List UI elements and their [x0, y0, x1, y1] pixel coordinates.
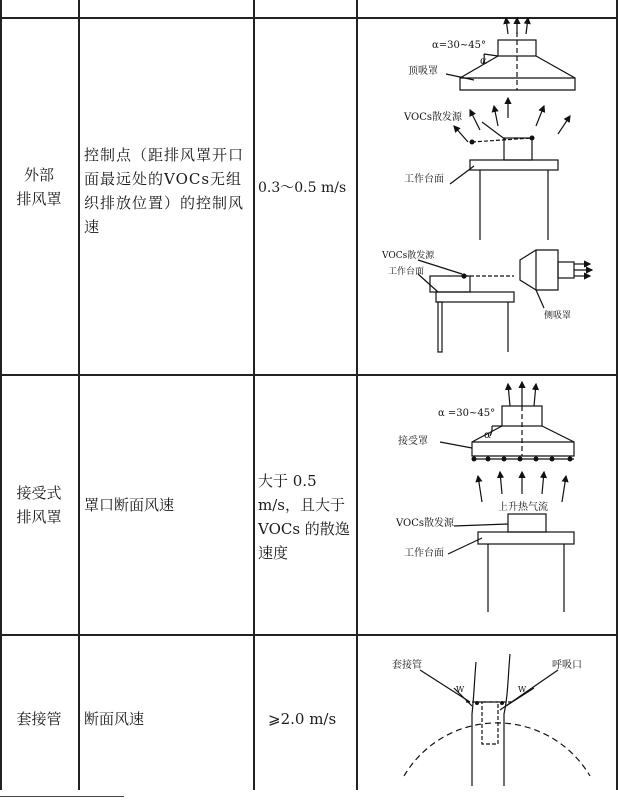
row2-speed: 大于 0.5 m/s，且大于 VOCs 的散逸速度	[258, 472, 350, 562]
fig1-alpha-label: α	[480, 56, 487, 67]
row3-point: 断面风速	[84, 710, 145, 728]
fig3-pipe-label: 套接管	[392, 660, 422, 671]
fig3-mouth-label: 呼吸口	[552, 660, 582, 671]
fig1-angle-label: α=30~45°	[432, 40, 486, 51]
row1-point: 控制点（距排风罩开口面最远处的VOCs无组织排放位置）的控制风速	[84, 146, 245, 236]
fig2-hood-label: 接受罩	[398, 436, 428, 447]
figure-receiving-hood	[358, 376, 614, 632]
fig1-table2-label: 工作台面	[388, 267, 425, 277]
fig2-angle-label: α =30~45°	[438, 408, 496, 419]
footnote-rule	[0, 796, 124, 797]
fig1-hood-label: 顶吸罩	[408, 66, 438, 77]
fig3-w1-label: W	[456, 685, 465, 694]
figure-external-hood	[358, 18, 614, 373]
row2-type: 接受式 排风罩	[16, 484, 62, 526]
row3-type: 套接管	[16, 710, 62, 728]
fig1-source-label: VOCs散发源	[404, 112, 463, 123]
fig2-alpha-label: α	[484, 430, 491, 441]
table-border-v3	[253, 0, 255, 790]
row1-speed: 0.3～0.5 m/s	[258, 180, 347, 196]
fig1-source2-label: VOCs散发源	[382, 251, 435, 261]
fig2-flow-label: 上升热气流	[498, 502, 548, 513]
fig3-w2-label: W	[518, 685, 527, 694]
table-border-v1	[0, 0, 2, 790]
table-border-v5	[616, 0, 618, 790]
row3-speed: ⩾2.0 m/s	[268, 710, 337, 728]
row2-point: 罩口断面风速	[84, 496, 175, 514]
row1-type: 外部 排风罩	[16, 166, 62, 208]
figure-sleeve-pipe	[358, 636, 614, 788]
table-border-v2	[78, 0, 80, 790]
fig1-table-label: 工作台面	[404, 174, 444, 185]
fig2-table-label: 工作台面	[404, 548, 444, 559]
fig1-side-hood-label: 侧吸罩	[544, 311, 572, 321]
fig2-source-label: VOCs散发源	[396, 518, 455, 529]
